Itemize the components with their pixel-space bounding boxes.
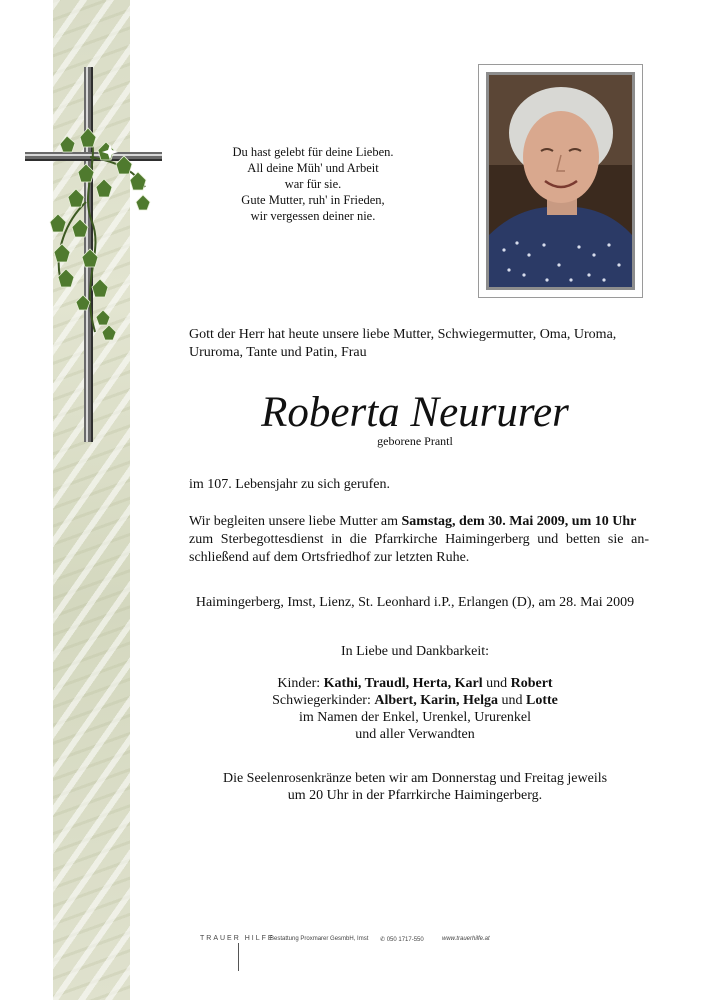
family-list (180, 675, 650, 743)
maiden-name: geborene Prantl (377, 434, 453, 448)
thanks-heading: In Liebe und Dankbarkeit: (340, 644, 490, 659)
funeral-text: Wir begleiten unsere liebe Mutter am (189, 514, 402, 529)
inlaws-label: Schwiegerkinder: (272, 693, 375, 708)
age-line: im 107. Lebensjahr zu sich gerufen. (189, 477, 390, 492)
inlaws-last: Lotte (526, 693, 558, 708)
funeral-line-2: zum Sterbegottesdienst in die Pfarrkirche Haimingerberg und betten sie an- (189, 532, 649, 547)
children-line (180, 675, 650, 692)
inlaws-line (180, 692, 650, 709)
children-and: und (482, 676, 511, 691)
funeral-line-3: schließend auf dem Ortsfriedhof zur letzten Ruhe. (189, 550, 470, 565)
funeral-date: Samstag, dem 30. Mai 2009, um 10 Uhr (401, 514, 637, 529)
ivy-cross-icon (20, 62, 170, 447)
poem-line: Du hast gelebt für deine Lieben. (232, 145, 394, 159)
inlaws-and: und (498, 693, 526, 708)
children-label: Kinder: (277, 676, 324, 691)
rosary-line: Die Seelenrosenkränze beten wir am Donnerstag und Freitag jeweils (222, 771, 608, 786)
rosary-line: um 20 Uhr in der Pfarrkirche Haimingerberg. (287, 788, 543, 803)
children-names: Kathi, Traudl, Herta, Karl (323, 676, 483, 691)
deceased-name: Roberta Neururer (261, 389, 569, 436)
portrait-photo (486, 72, 635, 290)
portrait-frame (478, 64, 643, 298)
place-and-date: Haimingerberg, Imst, Lienz, St. Leonhard i.P., Erlangen (D), am 28. Mai 2009 (195, 595, 635, 610)
footer-phone: ✆ 050 1717-550 (380, 937, 424, 943)
poem-line: wir vergessen deiner nie. (250, 209, 376, 223)
footer-website: www.trauerhilfe.at (442, 936, 490, 942)
poem-line: war für sie. (284, 177, 342, 191)
logo-cross-line (238, 943, 239, 971)
memorial-poem (213, 144, 413, 224)
funeral-line-1 (189, 513, 649, 531)
funeral-details (189, 513, 649, 567)
poem-line: Gute Mutter, ruh' in Frieden, (241, 193, 385, 207)
footer-company: Bestattung Proxmarer GesmbH, Imst (270, 936, 369, 942)
rosary-notice (180, 770, 650, 804)
announcement-intro: Gott der Herr hat heute unsere liebe Mutter, Schwiegermutter, Oma, Uroma, Ururoma, Tante und Patin, Frau (189, 327, 617, 360)
inlaws-names: Albert, Karin, Helga (374, 693, 498, 708)
family-line-4: und aller Verwandten (355, 727, 475, 742)
children-last: Robert (510, 676, 553, 691)
poem-line: All deine Müh' und Arbeit (247, 161, 379, 175)
footer (200, 935, 530, 975)
family-line-3: im Namen der Enkel, Urenkel, Ururenkel (298, 710, 532, 725)
trauerhilfe-logo: TRAUER HILFE (200, 935, 275, 942)
portrait-image (489, 75, 632, 287)
